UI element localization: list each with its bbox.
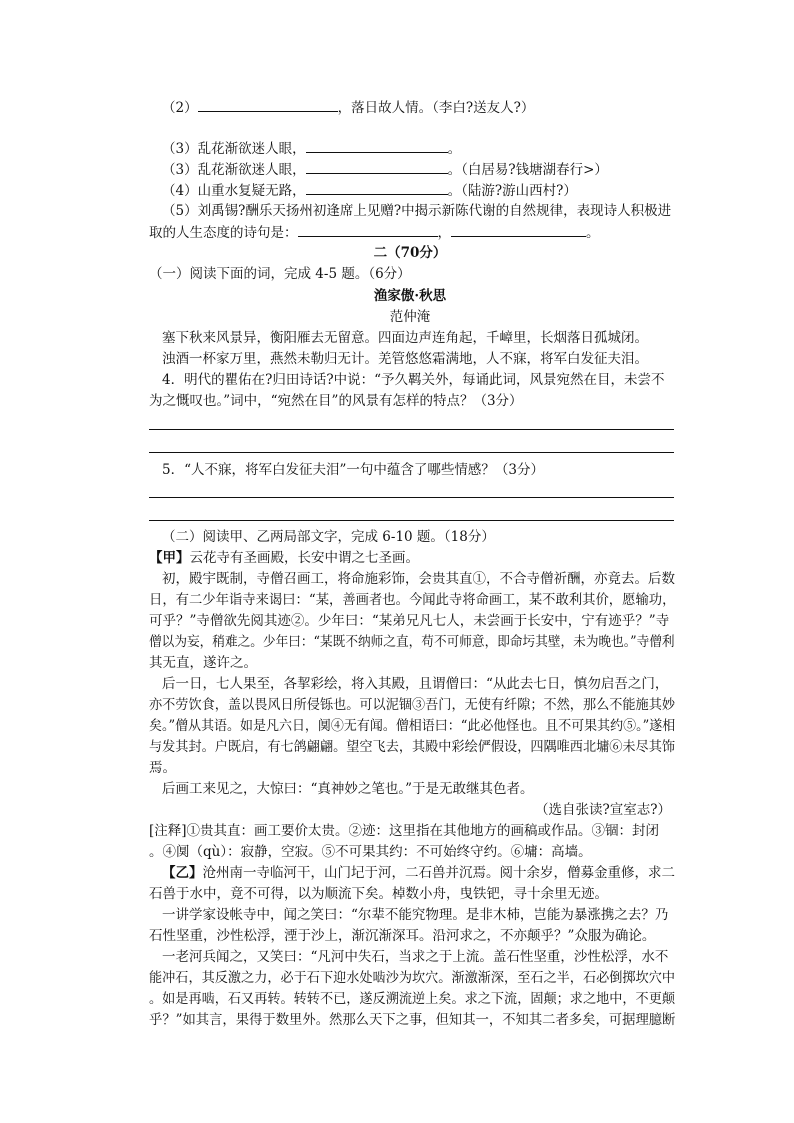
q3a-blank bbox=[306, 138, 448, 153]
passage-jia-note-2: 。④阒（qù）：寂静，空寂。⑤不可果其约：不可始终守约。⑥墉：高墙。 bbox=[149, 844, 592, 860]
q3a-line: （3）乱花渐欲迷人眼， 。 bbox=[162, 138, 461, 159]
answer-line bbox=[149, 497, 674, 498]
passage-yi-line: 一讲学家设帐寺中，闻之笑曰：“尔辈不能究物理。是非木杮，岂能为暴涨携之去？乃 bbox=[162, 907, 669, 923]
passage-jia-line-0: 【甲】云花寺有圣画殿，长安中谓之七圣画。 bbox=[149, 550, 419, 566]
q2-blank bbox=[198, 97, 338, 112]
passage-yi-line: 。如是再啮，石又再转。转转不已，遂反溯流逆上矣。求之下流，固颠；求之地中，不更颠 bbox=[149, 991, 676, 1007]
passage-jia-line: 初，殿宇既制，寺僧召画工，将命施彩饰，会贵其直①，不合寺僧祈酬，亦竟去。后数 bbox=[162, 571, 675, 587]
q5-fill-line1: （5）刘禹锡?酬乐天扬州初逢席上见赠?中揭示新陈代谢的自然规律，表现诗人积极进 bbox=[162, 203, 672, 219]
passage-jia-line: 焉。 bbox=[149, 760, 176, 776]
passage-jia-line: 后画工来见之，大惊曰：“真神妙之笔也。”于是无敢继其色者。 bbox=[162, 781, 534, 797]
passage-jia-line: 与发其封。户既启，有七鸽翩翩。望空飞去，其殿中彩绘俨假设，四隅唯西北墉⑥未尽其饰 bbox=[149, 739, 676, 755]
passage-yi-line: 乎？”如其言，果得于数里外。然那么天下之事，但知其一，不知其二者多矣，可据理臆断 bbox=[149, 1012, 676, 1028]
q5-blank-1 bbox=[298, 222, 438, 237]
passage-jia-line: 矣。”僧从其语。如是凡六日，阒④无有闻。僧相语曰：“此必他怪也。且不可果其约⑤。”遂相 bbox=[149, 718, 676, 734]
q2-prefix: （2） bbox=[162, 100, 198, 116]
passage-yi-line: 石性坚重，沙性松浮，湮于沙上，渐沉渐深耳。沿河求之，不亦颠乎？”众服为确论。 bbox=[149, 928, 656, 944]
passage-jia-source: （选自张读?宣室志?） bbox=[535, 802, 671, 818]
q2-line bbox=[162, 97, 534, 118]
q3b-blank bbox=[306, 159, 448, 174]
poem-line-1: 塞下秋来风景异，衡阳雁去无留意。四面边声连角起，千嶂里，长烟落日孤城闭。 bbox=[162, 330, 648, 346]
q5-blank-2 bbox=[451, 222, 586, 237]
passage-yi-line: 能冲石，其反激之力，必于石下迎水处啮沙为坎穴。渐激渐深，至石之半，石必倒掷坎穴中 bbox=[149, 970, 676, 986]
passage-jia-line: 可乎？”寺僧欲先阅其迹②。少年曰：“某弟兄凡七人，未尝画于长安中，宁有迹乎？”寺 bbox=[149, 613, 670, 629]
question-4-line-1: 4．明代的瞿佑在?归田诗话?中说：“予久羁关外，每诵此词，风景宛然在目，未尝不 bbox=[162, 372, 665, 388]
passage-jia-line: 日，有二少年诣寺来谒曰：“某，善画者也。今闻此寺将命画工，某不敢利其价，愿输功， bbox=[149, 592, 676, 608]
passage-yi-line: 一老河兵闻之，又笑曰：“凡河中失石，当求之于上流。盖石性坚重，沙性松浮，水不 bbox=[162, 949, 669, 965]
passage-yi-tag: 【乙】 bbox=[162, 865, 203, 881]
passage-jia-note-1: [注释]①贵其直：画工要价太贵。②迹：这里指在其他地方的画稿或作品。③锢：封闭 bbox=[149, 823, 660, 839]
answer-line bbox=[149, 520, 674, 521]
poem-line-2: 浊酒一杯家万里，燕然未勒归无计。羌管悠悠霜满地，人不寐，将军白发征夫泪。 bbox=[162, 351, 648, 367]
q5-fill-line2: 取的人生态度的诗句是： ， 。 bbox=[149, 222, 600, 243]
passage-yi-line: 石兽于水中，竟不可得，以为顺流下矣。棹数小舟，曳铁钯，寻十余里无迹。 bbox=[149, 886, 608, 902]
passage-jia-line: 其无直，遂许之。 bbox=[149, 655, 257, 671]
q4-blank bbox=[306, 180, 448, 195]
passage-jia-tag: 【甲】 bbox=[149, 550, 190, 566]
section-heading: 二（70分） bbox=[373, 245, 447, 261]
q2-suffix: ，落日故人情。（李白?送友人?） bbox=[337, 100, 535, 116]
poem-author: 范仲淹 bbox=[389, 309, 431, 325]
question-5: 5．“人不寐，将军白发征夫泪”一句中蕴含了哪些情感？（3分） bbox=[162, 462, 544, 478]
passage-jia-line: 亦不劳饮食，盖以畏风日所侵铄也。可以泥锢③吾门，无使有纤隙；不然，那么不能施其妙 bbox=[149, 697, 676, 713]
passage-yi-line-0: 【乙】沧州南一寺临河干，山门圮于河，二石兽并沉焉。阅十余岁，僧募金重修，求二 bbox=[162, 865, 675, 881]
q3b-line: （3）乱花渐欲迷人眼， 。（白居易?钱塘湖春行>） bbox=[162, 159, 608, 180]
answer-line bbox=[149, 429, 674, 430]
part2-instruction: （二）阅读甲、乙两局部文字，完成 6-10 题。（18分） bbox=[162, 529, 495, 545]
poem-title: 渔家傲·秋思 bbox=[373, 288, 447, 304]
passage-jia-line: 僧以为妄，稍难之。少年曰：“某既不纳师之直，苟不可师意，即命圬其壁，未为晚也。”寺僧利 bbox=[149, 634, 675, 650]
question-4-line-2: 为之慨叹也。”词中，“宛然在目”的风景有怎样的特点？（3分） bbox=[149, 393, 523, 409]
part1-instruction: （一）阅读下面的词，完成 4-5 题。（6分） bbox=[149, 266, 411, 282]
q4-fill-line: （4）山重水复疑无路， 。（陆游?游山西村?） bbox=[162, 180, 577, 201]
answer-line bbox=[149, 452, 674, 453]
passage-jia-line: 后一日，七人果至，各挈彩绘，将入其殿，且谓僧曰：“从此去七日，慎勿启吾之门， bbox=[162, 676, 669, 692]
